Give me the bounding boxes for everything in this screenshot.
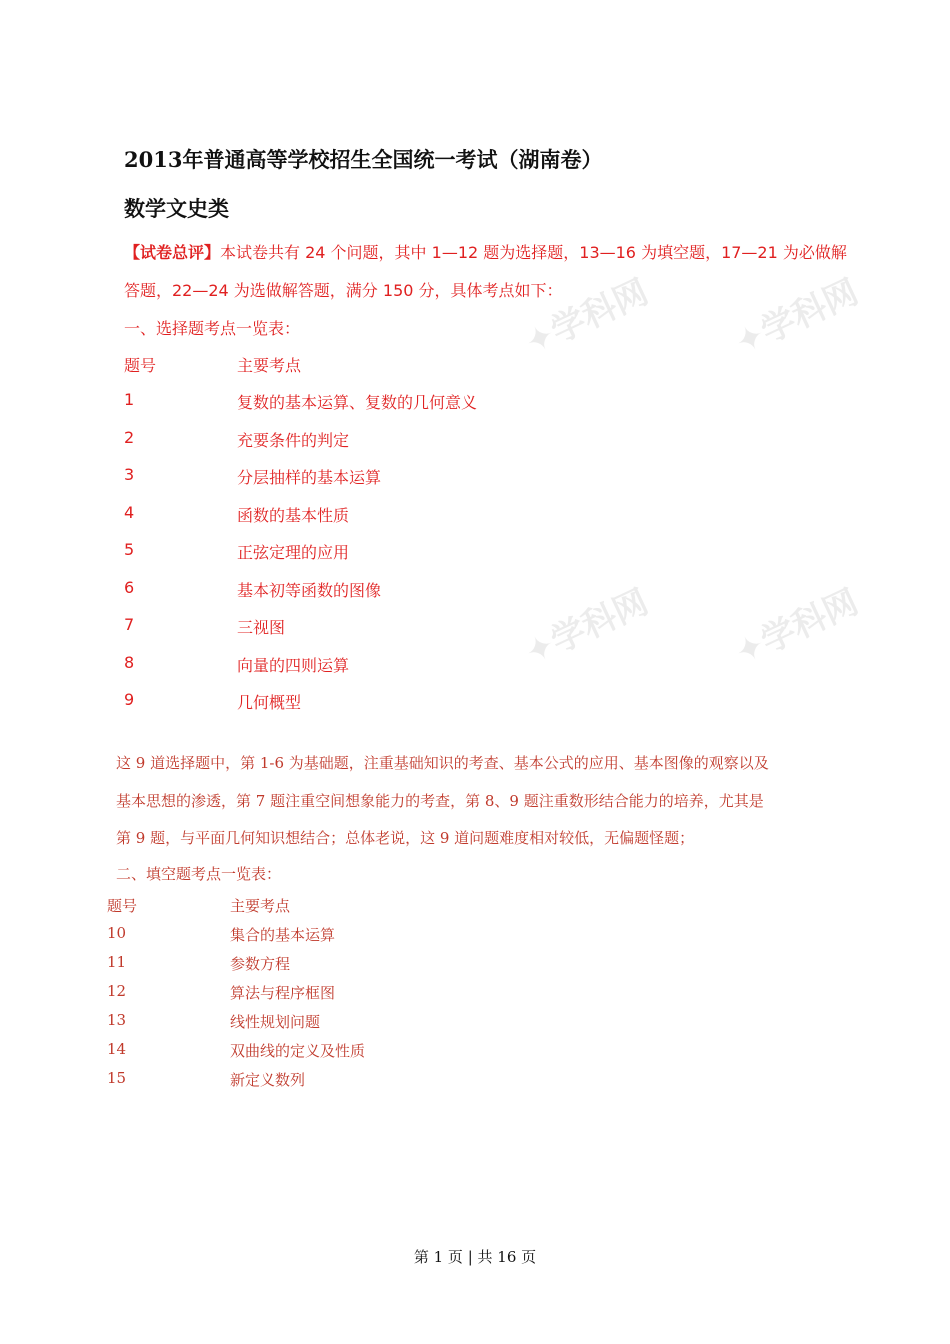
section1-row-num: 4 <box>124 502 135 522</box>
section1-row-topic: 基本初等函数的图像 <box>237 580 382 600</box>
section2-col-num-header: 题号 <box>107 897 138 915</box>
section1-row-num: 3 <box>124 465 135 484</box>
section2-row-num: 15 <box>107 1069 127 1087</box>
section1-row-topic: 几何概型 <box>237 693 302 712</box>
section2-row-num: 14 <box>107 1040 127 1058</box>
section1-col-topic-header: 主要考点 <box>237 356 302 375</box>
section1-row-num: 5 <box>124 540 135 559</box>
summary-line-1: 这 9 道选择题中，第 1-6 为基础题，注重基础知识的考查、基本公式的应用、基本图像的观察以及 <box>116 754 769 772</box>
watermark-logo: ✦学科网 <box>729 581 865 674</box>
section2-row-topic: 双曲线的定义及性质 <box>230 1042 366 1060</box>
section1-row-num: 6 <box>124 577 135 597</box>
section2-row-num: 11 <box>107 953 127 971</box>
summary-line-3: 第 9 题，与平面几何知识想结合；总体老说，这 9 道问题难度相对较低，无偏题怪题； <box>116 829 695 847</box>
section1-row-topic: 复数的基本运算、复数的几何意义 <box>237 393 478 412</box>
intro-line-2: 答题，22—24 为选做解答题，满分 150 分，具体考点如下： <box>124 281 563 300</box>
summary-line-2: 基本思想的渗透，第 7 题注重空间想象能力的考查，第 8、9 题注重数形结合能力的培养，尤其是 <box>116 792 764 810</box>
watermark-logo: ✦学科网 <box>729 271 865 364</box>
section1-row-topic: 分层抽样的基本运算 <box>237 468 382 487</box>
section2-heading: 二、填空题考点一览表： <box>116 865 282 883</box>
watermark-logo: ✦学科网 <box>519 581 655 674</box>
page-title: 2013年普通高等学校招生全国统一考试（湖南卷） <box>124 147 603 172</box>
section2-row-topic: 集合的基本运算 <box>230 926 336 944</box>
intro-tag: 【试卷总评】 <box>124 243 221 262</box>
section1-row-topic: 充要条件的判定 <box>237 430 350 450</box>
watermark-logo: ✦学科网 <box>519 271 655 364</box>
section2-row-num: 10 <box>107 924 127 942</box>
section1-row-num: 9 <box>124 690 135 709</box>
section2-row-topic: 线性规划问题 <box>230 1013 321 1031</box>
section2-row-num: 12 <box>107 982 127 1000</box>
section2-row-topic: 新定义数列 <box>230 1071 306 1089</box>
section1-col-num-header: 题号 <box>124 356 157 375</box>
section1-row-num: 8 <box>124 652 135 672</box>
intro-line-1 <box>124 240 847 263</box>
section1-heading: 一、选择题考点一览表： <box>124 319 301 338</box>
page-footer: 第 1 页 | 共 16 页 <box>413 1248 537 1266</box>
section2-row-topic: 算法与程序框图 <box>230 984 336 1002</box>
section1-row-num: 1 <box>124 390 135 409</box>
section1-row-topic: 函数的基本性质 <box>237 505 350 525</box>
page-subtitle: 数学文史类 <box>124 196 229 221</box>
section2-col-topic-header: 主要考点 <box>230 897 291 915</box>
section1-row-topic: 正弦定理的应用 <box>237 543 350 562</box>
section1-row-topic: 向量的四则运算 <box>237 655 350 675</box>
section2-row-num: 13 <box>107 1011 127 1029</box>
intro-text-1: 本试卷共有 24 个问题，其中 1—12 题为选择题，13—16 为填空题，17—21 为必做解 <box>220 243 847 262</box>
section1-row-topic: 三视图 <box>237 618 286 637</box>
section1-row-num: 2 <box>124 427 135 447</box>
section1-row-num: 7 <box>124 615 135 634</box>
section2-row-topic: 参数方程 <box>230 955 291 973</box>
